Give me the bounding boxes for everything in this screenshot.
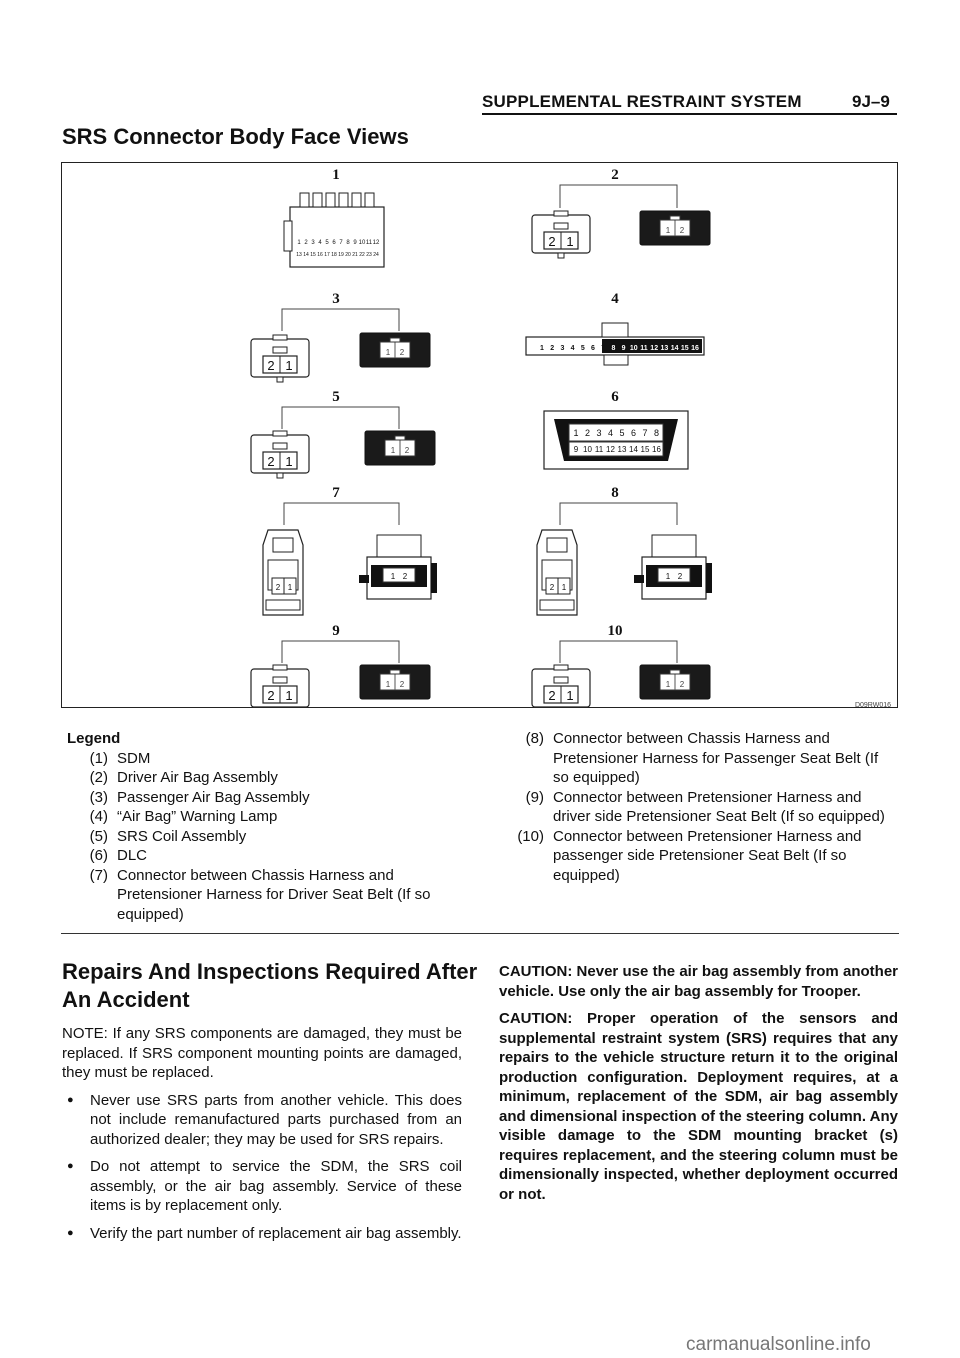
dlc-pin-label: 8 [653,428,660,438]
pin-label: 1 [385,680,391,689]
sdm-housing [290,207,384,267]
bracket-line [560,503,677,525]
pin-label: 2 [404,446,410,455]
legend-item [67,768,467,788]
dlc-pin-label: 7 [642,428,648,438]
repairs-heading: Repairs And Inspections Required After An Accident [62,959,478,1012]
pin-label: 2 [267,454,275,469]
lamp-pin-label: 16 [691,345,699,352]
note-paragraph: NOTE: If any SRS components are damaged, they must be replaced. If SRS component mounting points are damaged, they must be replaced. [62,1025,462,1081]
sdm-pin-label: 3 [311,240,315,246]
legend-num: (8) [525,730,544,747]
sdm-latch [339,193,348,207]
legend-num: (7) [89,866,108,884]
connector-latch [652,535,696,557]
pin-label: 1 [561,583,567,592]
connector-number-label: 1 [332,167,340,183]
sdm-pin-label: 17 [324,252,330,258]
dlc-pin-label: 13 [617,445,627,454]
connector-lock [273,677,287,683]
connector-latch [273,665,287,670]
legend-title: Legend [67,730,121,747]
sdm-pin-label: 7 [339,240,343,246]
bracket-line [282,407,399,429]
connector-latch [547,538,567,552]
connector-base [540,600,574,610]
legend-num: (6) [89,847,108,864]
connector-lock [395,436,405,440]
dlc-pin-label: 5 [619,428,625,438]
sdm-pin-label: 19 [338,252,344,258]
section-divider [61,933,899,934]
pin-label: 2 [548,688,556,703]
sdm-pin-label: 18 [331,252,337,258]
connector-number-label: 8 [611,485,619,501]
lamp-pin-label: 6 [591,345,595,352]
bullet-icon: ● [67,1093,74,1106]
connector-number-label: 2 [611,167,619,183]
legend-num: (10) [517,827,544,845]
dlc-pin-label: 9 [573,445,579,454]
lamp-pin-label: 3 [560,345,565,352]
bullet-icon: ● [67,1160,74,1172]
legend-num: (3) [89,788,108,806]
pin-label: 2 [267,688,275,703]
lamp-pin-label: 7 [601,345,606,352]
section-title: SRS Connector Body Face Views [62,124,409,149]
bullet-item [62,1091,462,1150]
bullet-item [62,1157,462,1216]
sdm-latch [365,193,374,207]
legend-text: Connector between Pretensioner Harness and driver side Pretensioner Seat Belt (If so equipped) [553,788,885,825]
dlc-pin-label: 1 [573,428,579,438]
bracket-line [282,309,399,331]
pin-label: 1 [285,688,293,703]
cautions [499,962,898,1212]
sdm-latch [313,193,322,207]
figure-code: D09RW016 [854,702,891,709]
bracket-line [560,185,677,208]
dlc-pin-label: 2 [584,428,591,438]
connector-latch [273,538,293,552]
connector-number-label: 3 [332,291,340,307]
connector-latch [273,431,287,436]
watermark: carmanualsonline.info [686,1334,871,1355]
sdm-pin-label: 21 [352,252,358,258]
legend-text: SRS Coil Assembly [117,827,247,845]
header-page-number: 9J–9 [852,92,890,111]
connector-number-label: 10 [607,623,623,639]
connector-latch [554,211,568,216]
sdm-pin-label: 16 [317,252,323,258]
bullet-item [62,1224,462,1244]
dlc-pin-label: 16 [652,445,661,454]
legend-item [498,827,898,886]
sdm-pin-label: 24 [373,252,379,258]
pin-label: 1 [390,572,396,581]
pin-label: 2 [275,583,281,592]
lamp-latch [604,355,628,365]
legend-text: “Air Bag” Warning Lamp [117,808,278,825]
pin-label: 2 [679,226,685,235]
sdm-pin-label: 12 [372,240,380,246]
sdm-latch [300,193,309,207]
legend-text: DLC [117,847,148,864]
legend-text: Passenger Air Bag Assembly [117,788,310,806]
sdm-pin-label: 6 [332,240,336,246]
connector-lock [273,347,287,353]
connector-lock [554,223,568,229]
connector-number-label: 9 [332,623,340,639]
lamp-pin-label: 14 [670,345,679,352]
dlc-pin-label: 3 [596,428,602,438]
lamp-pin-label: 1 [540,345,544,352]
legend-num: (5) [89,827,108,845]
dlc-pin-label: 15 [640,445,650,454]
connector-lock [390,670,400,674]
legend-num: (2) [89,769,108,786]
lamp-pin-label: 10 [629,345,638,352]
pin-label: 1 [285,454,293,469]
lamp-pin-label: 4 [570,345,575,352]
sdm-pin-label: 8 [346,240,350,246]
bracket-line [284,503,399,525]
dlc-pin-label: 12 [606,445,615,454]
sdm-pin-label: 13 [296,252,302,258]
sdm-pin-label: 22 [359,252,365,258]
dlc-row-top [569,424,663,441]
pin-cavity [383,568,415,582]
connector-number-label: 7 [332,485,340,501]
sdm-pin-label: 10 [358,240,366,246]
legend-left [67,729,467,924]
connector-lock [670,670,680,674]
connector-lock [670,216,680,220]
bullet-text: Verify the part number of replacement air bag assembly. [90,1224,462,1242]
bracket-line [282,641,399,663]
sdm-side [284,221,292,251]
legend-num: (1) [89,749,108,767]
lamp-pin-label: 8 [611,345,616,352]
pin-label: 2 [548,234,556,249]
sdm-pin-label: 14 [303,252,309,258]
sdm-pin-label: 15 [310,252,316,258]
connector-lock [554,677,568,683]
legend-item [67,846,467,866]
connector-base [266,600,300,610]
sdm-pin-label: 5 [325,240,329,246]
pin-label: 1 [285,358,293,373]
connector-key [277,377,283,382]
legend-text: Driver Air Bag Assembly [117,769,278,786]
bullet-text: Do not attempt to service the SDM, the SRS coil assembly, or the air bag assembly. Service of these items is by replacement only. [90,1158,462,1214]
caution-paragraph: CAUTION: Never use the air bag assembly from another vehicle. Use only the air bag assembly for Trooper. [499,963,898,1000]
connector-number-label: 6 [611,389,619,405]
sdm-latch [326,193,335,207]
lamp-pin-label: 11 [640,345,648,352]
header-rule [482,113,897,115]
dlc-pin-label: 11 [594,445,604,454]
pin-label: 2 [399,680,405,689]
connector-latch [554,665,568,670]
pin-cavity [658,568,690,582]
header-section-title: SUPPLEMENTAL RESTRAINT SYSTEM [482,92,802,111]
lamp-latch [602,323,628,337]
legend-item [67,807,467,827]
pin-label: 1 [390,446,396,455]
sdm-pin-label: 4 [318,240,322,246]
connector-diagram [62,163,897,707]
bracket-line [560,641,677,663]
sdm-pin-label: 2 [304,240,308,246]
legend-right [498,729,898,885]
sdm-pin-label: 9 [353,240,357,246]
lamp-pin-label: 2 [550,345,555,352]
pin-label: 2 [677,572,683,581]
legend-num: (4) [89,808,108,825]
sdm-pin-label: 11 [365,240,373,246]
legend-text: Connector between Pretensioner Harness and passenger side Pretensioner Seat Belt (If so equipped) [553,827,862,884]
lamp-pin-label: 12 [650,345,659,352]
legend-text: Connector between Chassis Harness and Pretensioner Harness for Driver Seat Belt (If so equipped) [117,866,431,923]
pin-label: 1 [566,688,574,703]
sdm-latch [352,193,361,207]
sdm-pin-label: 20 [345,252,351,258]
legend-item [498,788,898,827]
connector-number-label: 5 [332,389,340,405]
bullet-text: Never use SRS parts from another vehicle. This does not include remanufactured parts purchased from an authorized dealer; they may be used for SRS repairs. [90,1091,462,1148]
connector-tab [359,575,369,583]
dlc-pin-label: 10 [583,445,592,454]
connector-figure [61,162,898,708]
connector-tab [431,563,437,593]
pin-label: 1 [665,572,671,581]
repairs-body [62,1024,462,1251]
legend-item [67,788,467,808]
pin-label: 2 [402,572,408,581]
lamp-pin-label: 15 [680,345,689,352]
connector-tab [634,575,644,583]
caution-paragraph: CAUTION: Proper operation of the sensors and supplemental restraint system (SRS) requires that any repairs to the vehicle structure return it to the original production configuration. Deployment requires, at a minimum, replacement of the SDM, air bag assembly and dimensional inspection of the steering column. Any visible damage to the SDM mounting bracket (s) requires replacement, and the steering column must be dimensionally inspected, whether deployment occurred or not. [499,1010,898,1203]
connector-latch [273,335,287,340]
pin-label: 1 [287,583,293,592]
legend-item [67,866,467,925]
legend-item [498,729,898,788]
pin-label: 1 [665,680,671,689]
pin-label: 1 [385,348,391,357]
pin-label: 1 [566,234,574,249]
legend-text: Connector between Chassis Harness and Pretensioner Harness for Passenger Seat Belt (If so equipped) [553,730,879,786]
pin-label: 2 [399,348,405,357]
pin-label: 2 [549,583,555,592]
dlc-pin-label: 14 [629,445,638,454]
dlc-pin-label: 4 [607,428,614,438]
legend-item [67,827,467,847]
connector-lock [273,443,287,449]
legend-num: (9) [525,788,544,806]
connector-lock [390,338,400,342]
sdm-pin-label: 23 [366,252,372,258]
dlc-pin-label: 6 [630,428,637,438]
connector-tab [706,563,712,593]
legend-text: SDM [117,749,151,767]
pin-label: 2 [267,358,275,373]
connector-key [277,473,283,478]
lamp-pin-label: 13 [660,345,669,352]
lamp-pin-label: 5 [580,345,585,352]
connector-key [558,253,564,258]
sdm-pin-label: 1 [297,240,301,246]
connector-latch [377,535,421,557]
pin-label: 2 [679,680,685,689]
bullet-icon: ● [67,1226,74,1239]
legend-item [67,749,467,769]
connector-number-label: 4 [611,291,619,307]
lamp-pin-label: 9 [621,345,626,352]
pin-label: 1 [665,226,671,235]
